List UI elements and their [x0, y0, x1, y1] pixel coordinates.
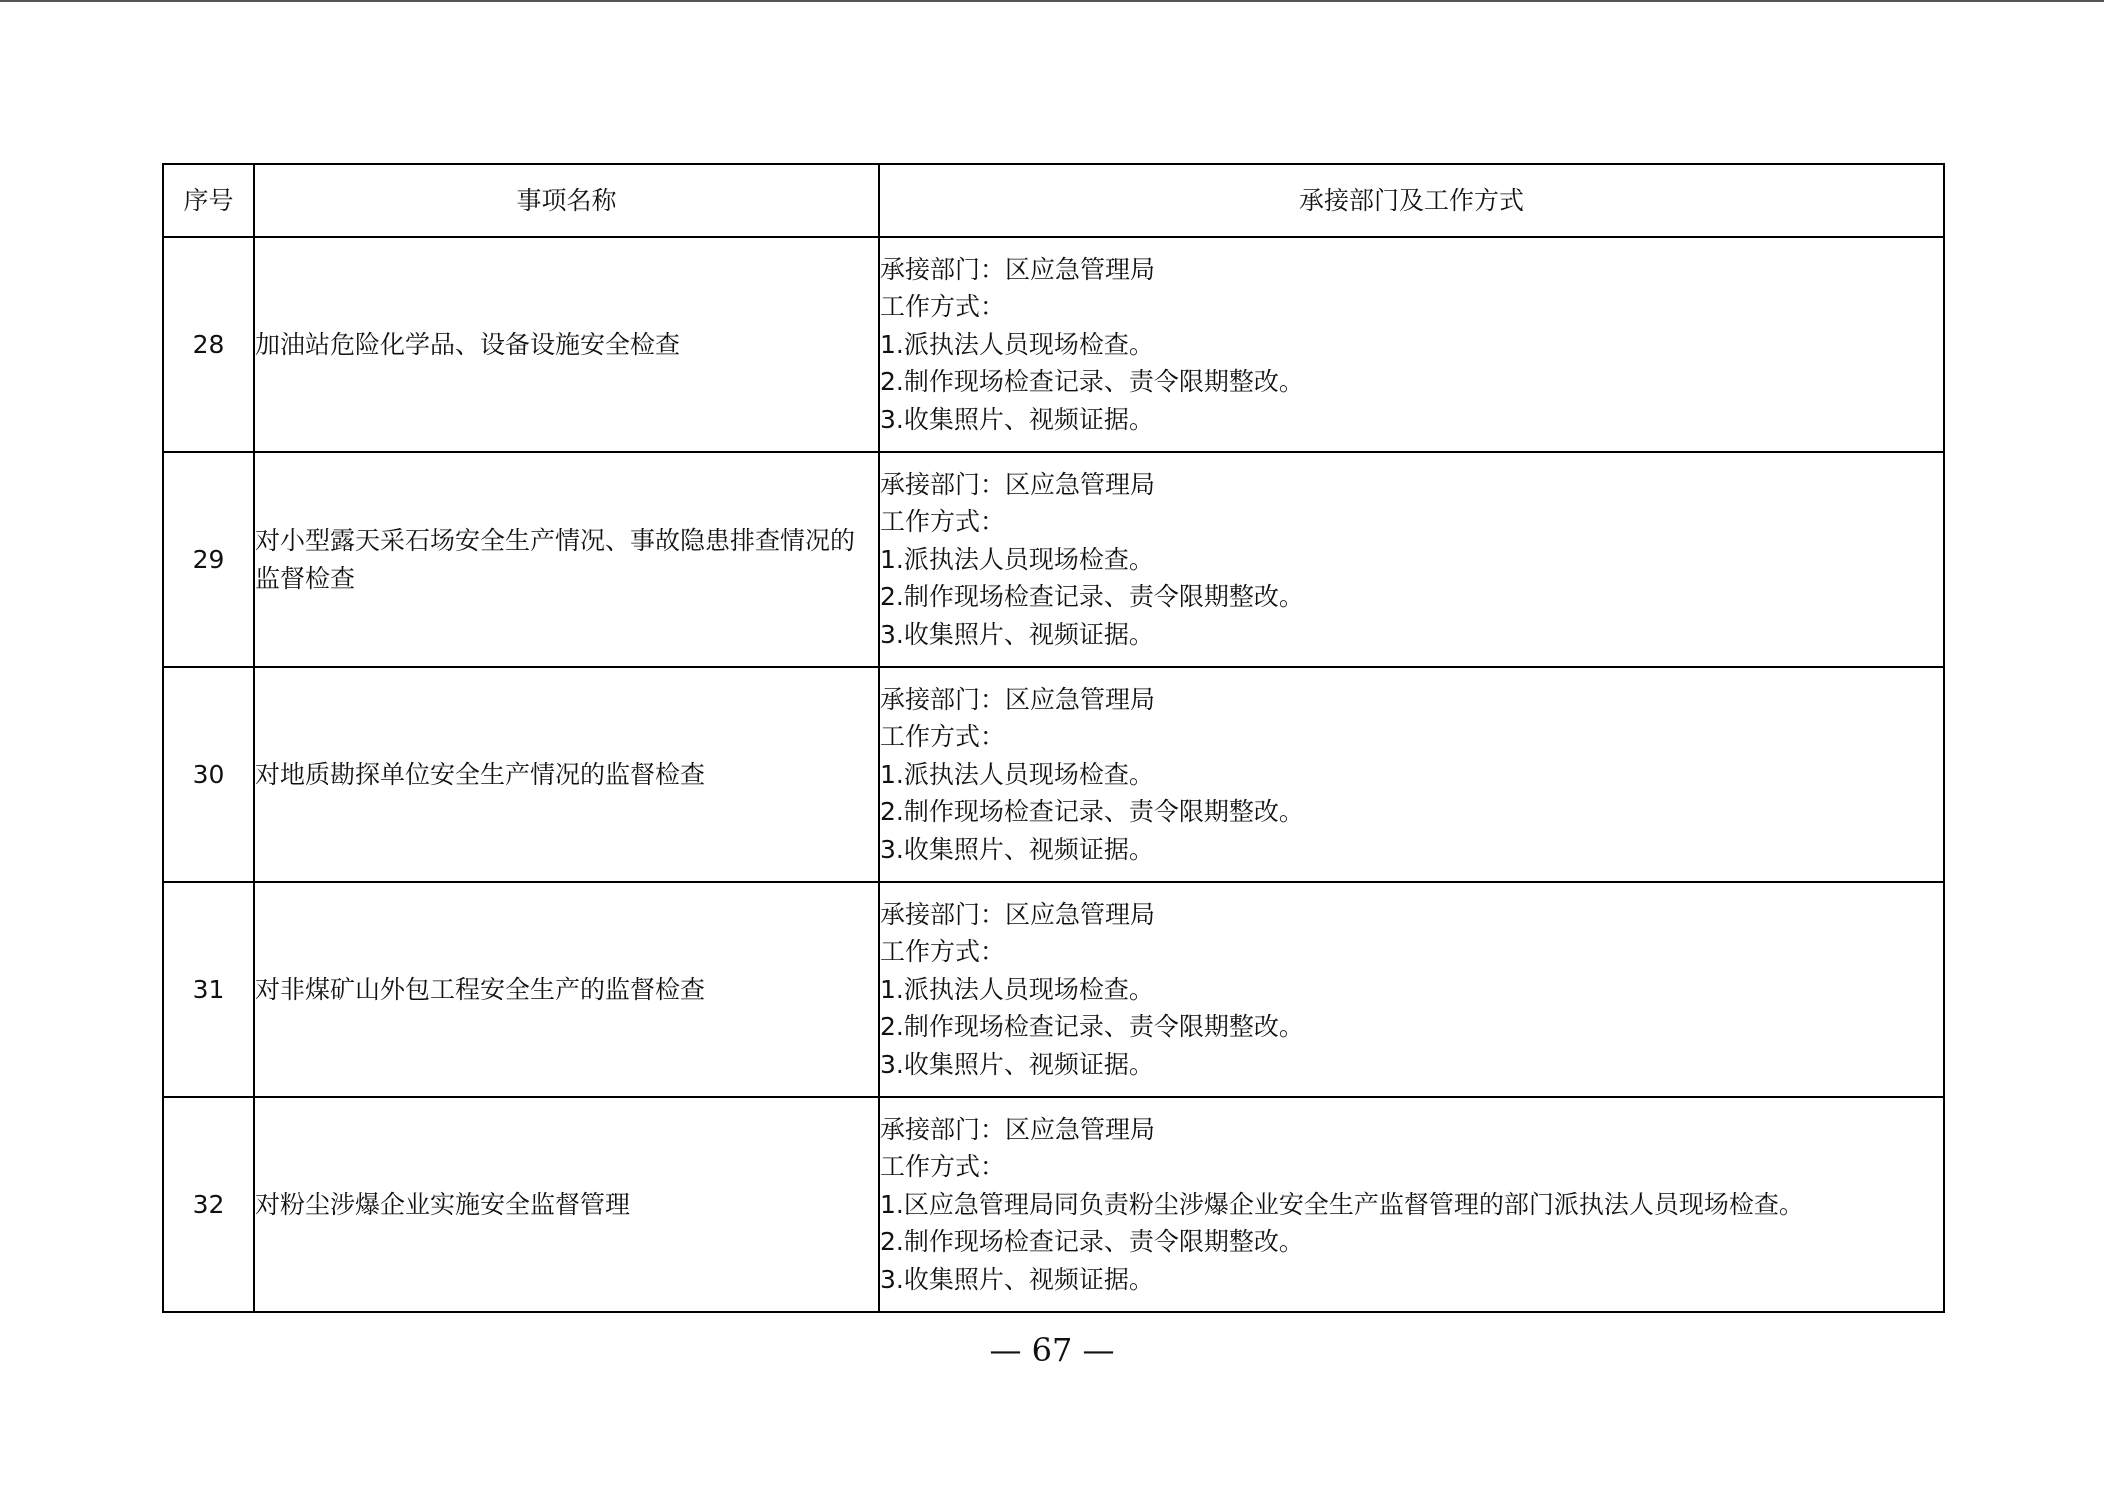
item-name: 对小型露天采石场安全生产情况、事故隐患排查情况的监督检查 [254, 452, 879, 667]
item-name: 加油站危险化学品、设备设施安全检查 [254, 237, 879, 452]
method-line: 2.制作现场检查记录、责令限期整改。 [880, 367, 1304, 397]
method-line: 1.派执法人员现场检查。 [880, 974, 1154, 1004]
items-table [162, 163, 1945, 1313]
method-line: 1.派执法人员现场检查。 [880, 544, 1154, 574]
header-no: 序号 [163, 164, 254, 237]
method-line: 3.收集照片、视频证据。 [880, 834, 1154, 864]
method-line: 2.制作现场检查记录、责令限期整改。 [880, 1012, 1304, 1042]
table-row [163, 882, 1944, 1097]
method-line: 承接部门：区应急管理局 [880, 254, 1156, 284]
method-line: 1.区应急管理局同负责粉尘涉爆企业安全生产监督管理的部门派执法人员现场检查。 [880, 1189, 1804, 1219]
method-line: 工作方式： [880, 722, 1006, 752]
header-name: 事项名称 [254, 164, 879, 237]
row-number: 28 [163, 237, 254, 452]
table-row [163, 237, 1944, 452]
top-border-line [0, 0, 2104, 2]
method-line: 2.制作现场检查记录、责令限期整改。 [880, 797, 1304, 827]
method-line: 工作方式： [880, 292, 1006, 322]
row-number: 31 [163, 882, 254, 1097]
table-row [163, 452, 1944, 667]
table-header-row [163, 164, 1944, 237]
row-number: 30 [163, 667, 254, 882]
department-method [879, 667, 1944, 882]
method-line: 承接部门：区应急管理局 [880, 1114, 1156, 1144]
method-line: 工作方式： [880, 507, 1006, 537]
method-line: 2.制作现场检查记录、责令限期整改。 [880, 582, 1304, 612]
method-line: 3.收集照片、视频证据。 [880, 404, 1154, 434]
header-method: 承接部门及工作方式 [879, 164, 1944, 237]
method-line: 承接部门：区应急管理局 [880, 899, 1156, 929]
method-line: 2.制作现场检查记录、责令限期整改。 [880, 1227, 1304, 1257]
method-line: 3.收集照片、视频证据。 [880, 1049, 1154, 1079]
row-number: 29 [163, 452, 254, 667]
row-number: 32 [163, 1097, 254, 1312]
item-name: 对非煤矿山外包工程安全生产的监督检查 [254, 882, 879, 1097]
item-name: 对地质勘探单位安全生产情况的监督检查 [254, 667, 879, 882]
method-line: 工作方式： [880, 937, 1006, 967]
table-row [163, 1097, 1944, 1312]
item-name: 对粉尘涉爆企业实施安全监督管理 [254, 1097, 879, 1312]
method-line: 3.收集照片、视频证据。 [880, 619, 1154, 649]
method-line: 1.派执法人员现场检查。 [880, 329, 1154, 359]
method-line: 工作方式： [880, 1152, 1006, 1182]
department-method [879, 1097, 1944, 1312]
method-line: 3.收集照片、视频证据。 [880, 1264, 1154, 1294]
department-method [879, 452, 1944, 667]
page-number: — 67 — [989, 1331, 1115, 1369]
method-line: 承接部门：区应急管理局 [880, 469, 1156, 499]
department-method [879, 237, 1944, 452]
method-line: 1.派执法人员现场检查。 [880, 759, 1154, 789]
department-method [879, 882, 1944, 1097]
method-line: 承接部门：区应急管理局 [880, 684, 1156, 714]
table-row [163, 667, 1944, 882]
